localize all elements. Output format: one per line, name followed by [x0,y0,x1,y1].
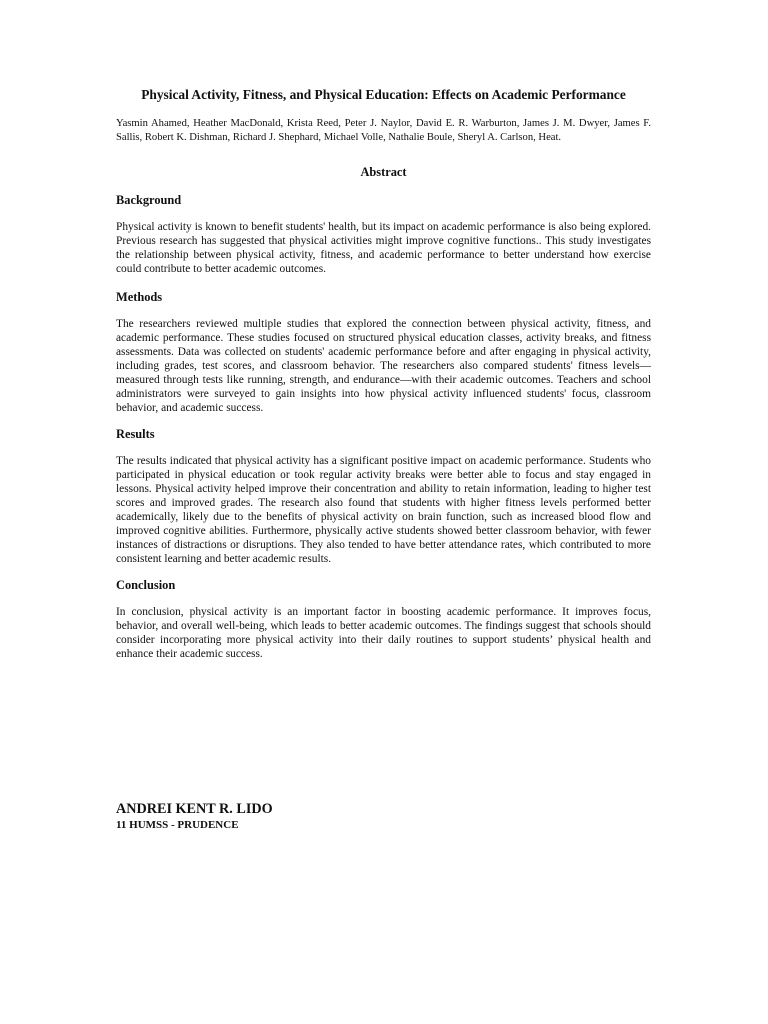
section-heading-background: Background [116,193,182,207]
student-name: ANDREI KENT R. LIDO [116,801,273,817]
section-text-conclusion: In conclusion, physical activity is an important factor in boosting academic performance. It improves focus, behavior, and overall well-being, which leads to better academic outcomes. The findings suggest that schools should consider incorporating more physical activity into their daily routines to support students’ physical health and enhance their academic success. [116,606,651,660]
section-text-results: The results indicated that physical activity has a significant positive impact on academic performance. Students who participated in physical education or took regular activity breaks were better able to focus and stay engaged in lessons. Physical activity helped improve their concentration and ability to retain information, leading to higher test scores and improved grades. The research also found that students with higher fitness levels performed better academically, likely due to the benefits of physical activity on brain function, such as increased blood flow and improved cognitive abilities. Furthermore, physically active students showed better classroom behavior, with fewer instances of distractions or disruptions. They also tended to have better attendance rates, which contributed to more consistent learning and better academic results. [116,455,651,565]
section-heading-methods: Methods [116,290,163,304]
author-list: Yasmin Ahamed, Heather MacDonald, Krista Reed, Peter J. Naylor, David E. R. Warburton, James J. M. Dwyer, James F. Sallis, Robert K. Dishman, Richard J. Shephard, Michael Volle, Nathalie Boule, Sheryl A. Carlson, Heat. [116,118,651,143]
section-text-background: Physical activity is known to benefit students' health, but its impact on academic performance is also being explored. Previous research has suggested that physical activities might improve cognitive functions.. This study investigates the relationship between physical activity, fitness, and academic performance to better understand how exercise could contribute to better academic outcomes. [116,221,651,275]
section-heading-conclusion: Conclusion [116,578,176,592]
abstract-heading: Abstract [360,165,407,179]
section-text-methods: The researchers reviewed multiple studies that explored the connection between physical activity, fitness, and academic performance. These studies focused on structured physical education classes, activity breaks, and fitness assessments. Data was collected on students' academic performance before and after engaging in physical activity, including grades, test scores, and classroom behavior. The researchers also compared students' fitness levels—measured through tests like running, strength, and endurance—with their academic outcomes. Teachers and school administrators were surveyed to gain insights into how physical activity influenced students' focus, classroom behavior, and academic success. [116,318,651,414]
document-page [116,86,651,661]
section-heading-results: Results [116,427,155,441]
document-title: Physical Activity, Fitness, and Physical Education: Effects on Academic Performance [141,87,626,102]
signature-block [116,801,273,832]
student-class: 11 HUMSS - PRUDENCE [116,819,239,831]
